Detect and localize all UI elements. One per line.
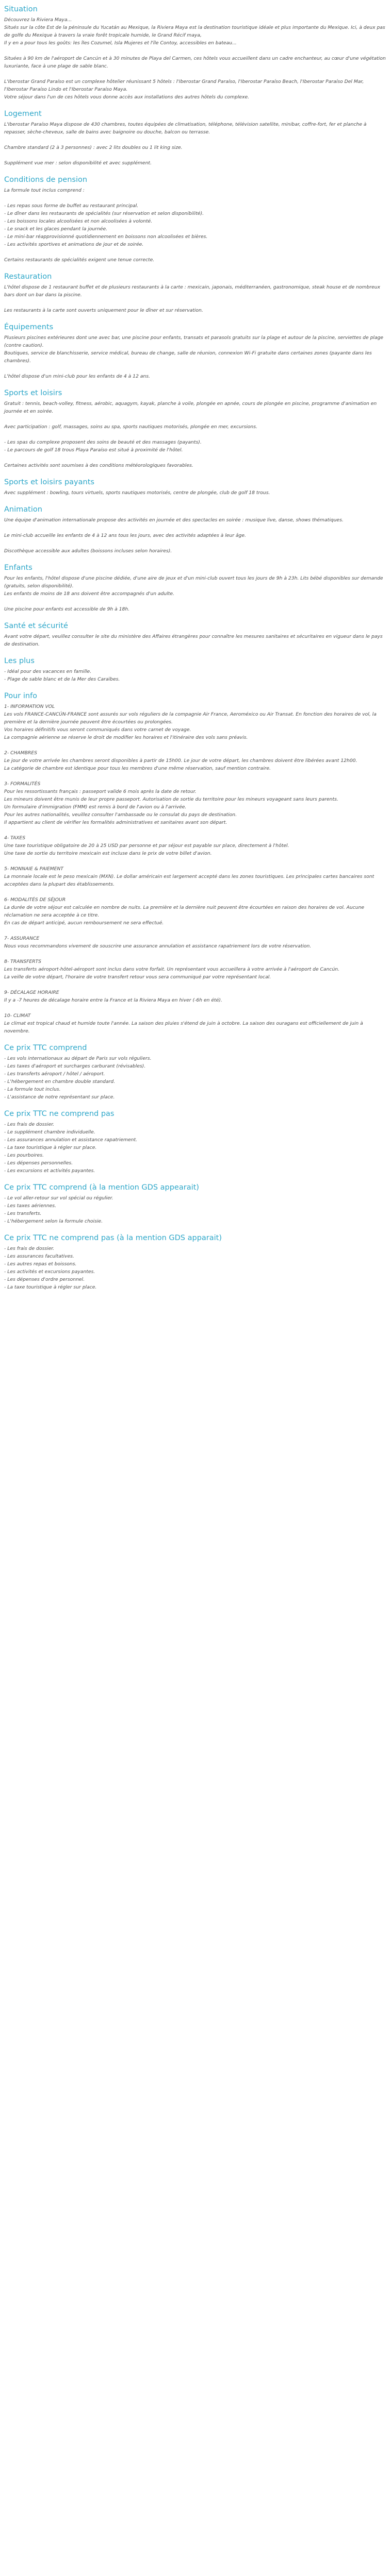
list-item: - Les activités et excursions payantes. bbox=[4, 1269, 95, 1275]
list-item: - Les frais de dossier. bbox=[4, 1246, 55, 1251]
paragraph: 7- ASSURANCE Nous vous recommandons vivement de souscrire une assurance annulation et assistance rapatriement lors de votre réservation. bbox=[4, 936, 312, 949]
paragraph: Supplément vue mer : selon disponibilité et avec supplément. bbox=[4, 160, 152, 166]
bullet-list bbox=[4, 1194, 387, 1225]
section-title-logement: Logement bbox=[4, 110, 42, 118]
list-item: - L'hébergement selon la formule choisie. bbox=[4, 1218, 103, 1224]
list-item: - Le vol aller-retour sur vol spécial ou régulier. bbox=[4, 1195, 113, 1201]
paragraph: Avec supplément : bowling, tours virtuels, sports nautiques motorisés, centre de plongée, club de golf 18 trous. bbox=[4, 490, 270, 496]
section-sports-et-loisirs bbox=[4, 388, 387, 469]
list-item: - Les spas du complexe proposent des soins de beauté et des massages (payants). bbox=[4, 439, 202, 445]
list-item: - Les assurances annulation et assistance rapatriement. bbox=[4, 1137, 137, 1143]
paragraph: Une piscine pour enfants est accessible de 9h à 18h. bbox=[4, 606, 130, 612]
list-item: - Le parcours de golf 18 trous Playa Paraíso est situé à proximité de l'hôtel. bbox=[4, 447, 183, 453]
paragraph: 5- MONNAIE & PAIEMENT La monnaie locale est le peso mexicain (MXN). Le dollar américain est largement accepté dans les zones touristiques. Les principales cartes bancaires sont acceptées dans la plupart des établissements. bbox=[4, 866, 374, 887]
section-title-enfants: Enfants bbox=[4, 564, 32, 572]
paragraph: 4- TAXES Une taxe touristique obligatoire de 20 à 25 USD par personne et par séjour est payable sur place, directement à l'hôtel. Une taxe de sortie du territoire mexicain est incluse dans le prix de votre billet d'avion. bbox=[4, 835, 289, 856]
section-sports-et-loisirs-payants bbox=[4, 477, 387, 497]
bullet-list bbox=[4, 1055, 387, 1101]
paragraph: La formule tout inclus comprend : bbox=[4, 188, 85, 193]
paragraph: 6- MODALITÉS DE SÉJOUR La durée de votre séjour est calculée en nombre de nuits. La première et la dernière nuit peuvent être écourtées en raison des horaires de vol. Aucune réclamation ne sera acceptée à ce titre. En cas de départ anticipé, aucun remboursement ne sera effectué. bbox=[4, 897, 365, 926]
section-title-pour-info: Pour info bbox=[4, 692, 38, 700]
list-item: - Les excursions et activités payantes. bbox=[4, 1168, 95, 1174]
section-title-ce-prix-ttc-ne-comprend-pas-gds: Ce prix TTC ne comprend pas (à la mention GDS apparait) bbox=[4, 1234, 222, 1242]
paragraph: 2- CHAMBRES Le jour de votre arrivée les chambres seront disponibles à partir de 15h00. Le jour de votre départ, les chambres doivent être libérées avant 12h00. La catégorie de chambre est identique pour tous les membres d'une même réservation, sauf mention contraire. bbox=[4, 750, 357, 771]
paragraph: 8- TRANSFERTS Les transferts aéroport-hôtel-aéroport sont inclus dans votre forfait. Un représentant vous accueillera à votre arrivée à l'aéroport de Cancún. La veille de votre départ, l'horaire de votre transfert retour vous sera communiqué par votre représentant local. bbox=[4, 959, 340, 980]
list-item: - Le mini-bar réapprovisionné quotidiennement en boissons non alcoolisées et bières. bbox=[4, 234, 208, 240]
section-situation bbox=[4, 4, 387, 101]
paragraph: Discothèque accessible aux adultes (boissons incluses selon horaires). bbox=[4, 548, 172, 554]
list-item: - Les assurances facultatives. bbox=[4, 1253, 74, 1259]
section-title-sante-et-securite: Santé et sécurité bbox=[4, 622, 68, 630]
paragraph: Pour les enfants, l'hôtel dispose d'une piscine dédiée, d'une aire de jeux et d'un mini-club ouvert tous les jours de 9h à 23h. Lits bébé disponibles sur demande (gratuits, selon disponibilité). Les enfants de moins de 18 ans doivent être accompagnés d'un adulte. bbox=[4, 575, 383, 597]
paragraph: Chambre standard (2 à 3 personnes) : avec 2 lits doubles ou 1 lit king size. bbox=[4, 145, 183, 150]
list-item: - Le snack et les glaces pendant la journée. bbox=[4, 226, 108, 232]
section-equipements bbox=[4, 322, 387, 380]
bullet-list bbox=[4, 202, 387, 248]
section-title-ce-prix-ttc-ne-comprend-pas: Ce prix TTC ne comprend pas bbox=[4, 1110, 115, 1118]
list-item: - Les pourboires. bbox=[4, 1153, 44, 1158]
paragraph: L'Iberostar Grand Paraíso est un complexe hôtelier réunissant 5 hôtels : l'Iberostar Grand Paraíso, l'Iberostar Paraíso Beach, l'Iberostar Paraíso Del Mar, l'Iberostar Paraíso Lindo et l'Iberostar Paraíso Maya. Votre séjour dans l'un de ces hôtels vous donne accès aux installations des autres hôtels du complexe. bbox=[4, 79, 364, 100]
list-item: - Idéal pour des vacances en famille. bbox=[4, 669, 92, 674]
list-item: - Le dîner dans les restaurants de spécialités (sur réservation et selon disponibilité). bbox=[4, 211, 204, 216]
paragraph: 10- CLIMAT Le climat est tropical chaud et humide toute l'année. La saison des pluies s'étend de juin à octobre. La saison des ouragans est officiellement de juin à novembre. bbox=[4, 1013, 363, 1034]
paragraph: Certaines activités sont soumises à des conditions météorologiques favorables. bbox=[4, 463, 193, 468]
paragraph: Les restaurants à la carte sont ouverts uniquement pour le dîner et sur réservation. bbox=[4, 308, 203, 313]
section-title-restauration: Restauration bbox=[4, 273, 52, 281]
paragraph: 1- INFORMATION VOL Les vols FRANCE-CANCÚN-FRANCE sont assurés sur vols réguliers de la compagnie Air France, Aeroméxico ou Air Transat. En fonction des horaires de vol, la première et la dernière journée peuvent être écourtées ou prolongées. Vos horaires définitifs vous seront communiqués dans votre carnet de voyage. La compagnie aérienne se réserve le droit de modifier les horaires et l'itinéraire des vols sans préavis. bbox=[4, 704, 377, 740]
list-item: - Les boissons locales alcoolisées et non alcoolisées à volonté. bbox=[4, 218, 153, 224]
list-item: - L'hébergement en chambre double standard. bbox=[4, 1079, 116, 1084]
list-item: - La taxe touristique à régler sur place. bbox=[4, 1284, 97, 1290]
section-title-situation: Situation bbox=[4, 5, 38, 13]
list-item: - Plage de sable blanc et de la Mer des Caraïbes. bbox=[4, 676, 120, 682]
bullet-list bbox=[4, 438, 387, 454]
list-item: - Les transferts aéroport / hôtel / aéroport. bbox=[4, 1071, 105, 1077]
list-item: - Les activités sportives et animations de jour et de soirée. bbox=[4, 242, 144, 247]
paragraph: L'Iberostar Paraíso Maya dispose de 430 chambres, toutes équipées de climatisation, téléphone, télévision satellite, minibar, coffre-fort, fer et planche à repasser, sèche-cheveux, salle de bains avec baignoire ou douche, balcon ou terrasse. bbox=[4, 122, 367, 135]
bullet-list bbox=[4, 1245, 387, 1291]
paragraph: 3- FORMALITÉS Pour les ressortissants français : passeport valide 6 mois après la date de retour. Les mineurs doivent être munis de leur propre passeport. Autorisation de sortie du territoire pour les mineurs voyageant sans leurs parents. Un formulaire d'immigration (FMM) est remis à bord de l'avion ou à l'arrivée. Pour les autres nationalités, veuillez consulter l'ambassade ou le consulat du pays de destination. Il appartient au client de vérifier les formalités administratives et sanitaires avant son départ. bbox=[4, 781, 338, 825]
section-animation bbox=[4, 504, 387, 555]
section-logement bbox=[4, 109, 387, 167]
section-title-conditions-de-pension: Conditions de pension bbox=[4, 176, 88, 184]
paragraph: Découvrez la Riviera Maya... Situés sur la côte Est de la péninsule du Yucatán au Mexique, la Riviera Maya est la destination touristique idéale et plus importante du Mexique. Ici, à deux pas de golfe du Mexique à travers la vraie forêt tropicale humide, le Grand Récif maya, Il y en a pour tous les goûts: les îles Cozumel, Isla Mujeres et l'île Contoy, accessibles en bateau... bbox=[4, 17, 385, 46]
bullet-list bbox=[4, 1121, 387, 1175]
section-enfants bbox=[4, 563, 387, 613]
section-ce-prix-ttc-ne-comprend-pas bbox=[4, 1109, 387, 1175]
list-item: - La taxe touristique à régler sur place. bbox=[4, 1145, 97, 1150]
paragraph: L'hôtel dispose de 1 restaurant buffet et de plusieurs restaurants à la carte : mexicain, japonais, méditerranéen, gastronomique, steak house et de nombreux bars dont un bar dans la piscine. bbox=[4, 284, 381, 298]
list-item: - La formule tout inclus. bbox=[4, 1087, 61, 1092]
section-title-equipements: Équipements bbox=[4, 323, 54, 331]
list-item: - Les repas sous forme de buffet au restaurant principal. bbox=[4, 203, 139, 209]
section-title-animation: Animation bbox=[4, 505, 42, 514]
paragraph: Avec participation : golf, massages, soins au spa, sports nautiques motorisés, plongée en mer, excursions. bbox=[4, 424, 257, 430]
list-item: - Les taxes d'aéroport et surcharges carburant (révisables). bbox=[4, 1063, 146, 1069]
section-sante-et-securite bbox=[4, 621, 387, 648]
list-item: - Les frais de dossier. bbox=[4, 1122, 55, 1127]
paragraph: Situées à 90 km de l'aéroport de Cancún et à 30 minutes de Playa del Carmen, ces hôtels vous accueillent dans un cadre enchanteur, au cœur d'une végétation luxuriante, face à une plage de sable blanc. bbox=[4, 56, 386, 69]
paragraph: Plusieurs piscines extérieures dont une avec bar, une piscine pour enfants, transats et parasols gratuits sur la plage et autour de la piscine, serviettes de plage (contre caution). Boutiques, service de blanchisserie, service médical, bureau de change, salle de réunion, connexion Wi-Fi gratuite dans certaines zones (payante dans les chambres). bbox=[4, 335, 384, 364]
section-pour-info bbox=[4, 691, 387, 1035]
section-title-les-plus: Les plus bbox=[4, 657, 35, 665]
paragraph: Le mini-club accueille les enfants de 4 à 12 ans tous les jours, avec des activités adaptées à leur âge. bbox=[4, 533, 246, 538]
list-item: - Les taxes aériennes. bbox=[4, 1203, 57, 1209]
list-item: - Les vols internationaux au départ de Paris sur vols réguliers. bbox=[4, 1056, 152, 1061]
section-title-ce-prix-ttc-comprend-gds: Ce prix TTC comprend (à la mention GDS appearait) bbox=[4, 1183, 199, 1192]
bullet-list bbox=[4, 668, 387, 683]
paragraph: L'hôtel dispose d'un mini-club pour les enfants de 4 à 12 ans. bbox=[4, 374, 150, 379]
list-item: - L'assistance de notre représentant sur place. bbox=[4, 1094, 115, 1100]
section-title-ce-prix-ttc-comprend: Ce prix TTC comprend bbox=[4, 1044, 87, 1052]
section-restauration bbox=[4, 272, 387, 314]
list-item: - Les dépenses d'ordre personnel. bbox=[4, 1277, 85, 1282]
section-conditions-de-pension bbox=[4, 175, 387, 264]
section-title-sports-et-loisirs: Sports et loisirs bbox=[4, 389, 62, 397]
paragraph: Certains restaurants de spécialités exigent une tenue correcte. bbox=[4, 257, 155, 263]
list-item: - Les transferts. bbox=[4, 1211, 42, 1216]
list-item: - Le supplément chambre individuelle. bbox=[4, 1129, 95, 1135]
section-ce-prix-ttc-comprend-gds bbox=[4, 1182, 387, 1225]
list-item: - Les autres repas et boissons. bbox=[4, 1261, 77, 1267]
list-item: - Les dépenses personnelles. bbox=[4, 1160, 73, 1166]
paragraph: Avant votre départ, veuillez consulter le site du ministère des Affaires étrangères pour connaître les mesures sanitaires et sécuritaires en vigueur dans le pays de destination. bbox=[4, 634, 383, 647]
section-les-plus bbox=[4, 656, 387, 683]
paragraph: Une équipe d'animation internationale propose des activités en journée et des spectacles en soirée : musique live, danse, shows thématiques. bbox=[4, 517, 344, 523]
paragraph: Gratuit : tennis, beach-volley, fitness, aérobic, aquagym, kayak, planche à voile, plongée en apnée, cours de plongée en piscine, programme d'animation en journée et en soirée. bbox=[4, 401, 377, 414]
section-ce-prix-ttc-comprend bbox=[4, 1043, 387, 1101]
section-ce-prix-ttc-ne-comprend-pas-gds bbox=[4, 1233, 387, 1291]
section-title-sports-et-loisirs-payants: Sports et loisirs payants bbox=[4, 478, 94, 486]
paragraph: 9- DÉCALAGE HORAIRE Il y a -7 heures de décalage horaire entre la France et la Riviera Maya en hiver (-6h en été). bbox=[4, 990, 222, 1003]
